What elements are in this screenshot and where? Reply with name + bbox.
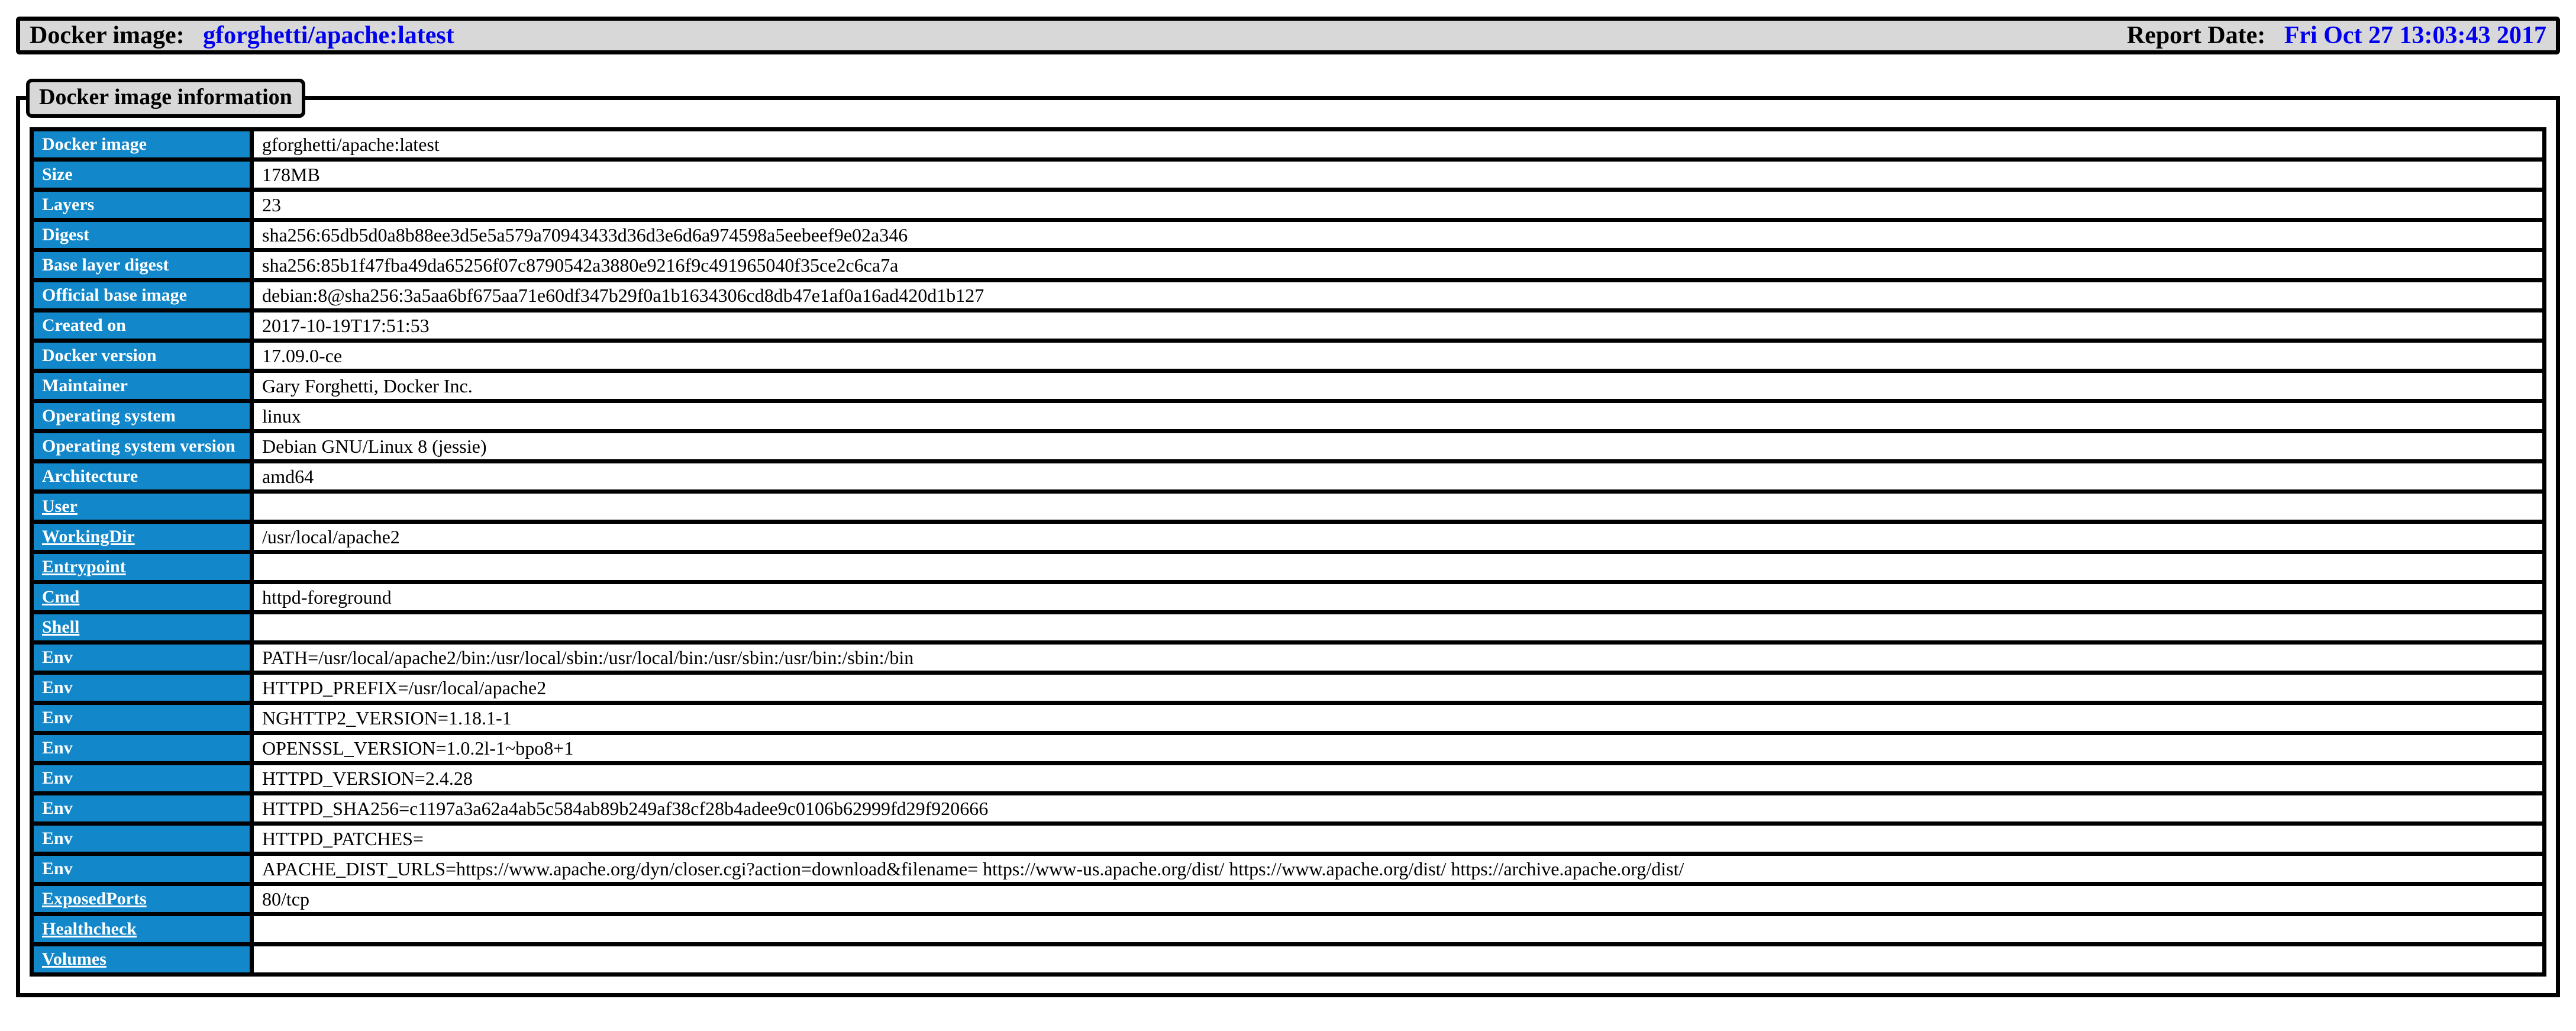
table-row (32, 401, 2545, 431)
row-label-cell (32, 250, 252, 281)
row-label-cell (32, 884, 252, 914)
table-row (32, 341, 2545, 371)
row-label: Digest (42, 225, 89, 244)
section-legend: Docker image information (26, 79, 305, 118)
row-label-cell (32, 462, 252, 492)
row-value-cell: 80/tcp (252, 884, 2545, 914)
row-label: Env (42, 738, 73, 758)
row-label-cell (32, 613, 252, 643)
docker-image-info-table (30, 127, 2546, 977)
row-value-cell: HTTPD_PREFIX=/usr/local/apache2 (252, 673, 2545, 703)
report-date-label: Report Date: (2126, 22, 2266, 49)
row-value-cell (252, 552, 2545, 582)
row-value-cell: /usr/local/apache2 (252, 522, 2545, 552)
row-label-cell (32, 401, 252, 431)
row-label-link[interactable]: User (42, 497, 78, 516)
row-label-cell (32, 522, 252, 552)
row-label: Docker image (42, 134, 147, 154)
row-value-cell: APACHE_DIST_URLS=https://www.apache.org/dyn/closer.cgi?action=download&filename= https://www-us.apache.org/dist/ https://www.apache.org/dist/ https://archive.apache.org/dist/ (252, 854, 2545, 884)
report-date-value: Fri Oct 27 13:03:43 2017 (2284, 22, 2546, 49)
row-label: Docker version (42, 346, 157, 365)
row-label-cell (32, 914, 252, 945)
row-label: Env (42, 829, 73, 848)
row-value-cell: linux (252, 401, 2545, 431)
row-value-cell: 2017-10-19T17:51:53 (252, 311, 2545, 341)
row-value-cell: Debian GNU/Linux 8 (jessie) (252, 431, 2545, 462)
table-row (32, 552, 2545, 582)
table-row (32, 914, 2545, 945)
row-value-cell (252, 914, 2545, 945)
row-label: Architecture (42, 466, 138, 486)
row-value-cell: Gary Forghetti, Docker Inc. (252, 371, 2545, 401)
row-label: Operating system (42, 406, 176, 426)
row-value-cell: 23 (252, 190, 2545, 220)
row-value-cell: HTTPD_PATCHES= (252, 824, 2545, 854)
row-label: Size (42, 165, 73, 184)
row-label: Env (42, 768, 73, 788)
row-label-cell (32, 824, 252, 854)
row-label-link[interactable]: Healthcheck (42, 919, 137, 939)
row-label: Base layer digest (42, 255, 169, 275)
row-label-cell (32, 673, 252, 703)
row-label: Layers (42, 195, 95, 214)
table-row (32, 703, 2545, 733)
table-row (32, 854, 2545, 884)
row-value-cell: httpd-foreground (252, 582, 2545, 613)
table-row (32, 431, 2545, 462)
table-row (32, 794, 2545, 824)
table-row (32, 763, 2545, 794)
row-label-cell (32, 220, 252, 250)
table-row (32, 884, 2545, 914)
top-header-bar (16, 17, 2560, 54)
row-label-cell (32, 703, 252, 733)
row-value-cell: debian:8@sha256:3a5aa6bf675aa71e60df347b29f0a1b1634306cd8db47e1af0a16ad420d1b127 (252, 281, 2545, 311)
row-label-cell (32, 643, 252, 673)
row-label-cell (32, 311, 252, 341)
row-label-cell (32, 763, 252, 794)
row-label-cell (32, 854, 252, 884)
row-label: Env (42, 708, 73, 727)
row-value-cell: 17.09.0-ce (252, 341, 2545, 371)
row-value-cell: sha256:85b1f47fba49da65256f07c8790542a3880e9216f9c491965040f35ce2c6ca7a (252, 250, 2545, 281)
row-label-cell (32, 582, 252, 613)
docker-image-link[interactable]: gforghetti/apache:latest (203, 22, 454, 49)
row-label-cell (32, 160, 252, 190)
row-label-link[interactable]: WorkingDir (42, 527, 135, 546)
row-label-link[interactable]: Volumes (42, 949, 106, 969)
table-row (32, 190, 2545, 220)
row-value-cell (252, 945, 2545, 975)
row-label: Official base image (42, 285, 187, 305)
docker-report-page (16, 17, 2560, 997)
row-value-cell: PATH=/usr/local/apache2/bin:/usr/local/sbin:/usr/local/bin:/usr/sbin:/usr/bin:/sbin:/bin (252, 643, 2545, 673)
row-label-cell (32, 371, 252, 401)
table-row (32, 220, 2545, 250)
row-label: Maintainer (42, 376, 128, 395)
table-row (32, 945, 2545, 975)
table-row (32, 492, 2545, 522)
row-label-cell (32, 130, 252, 160)
row-label-cell (32, 945, 252, 975)
row-label: Env (42, 647, 73, 667)
table-row (32, 250, 2545, 281)
table-row (32, 311, 2545, 341)
row-value-cell: sha256:65db5d0a8b88ee3d5e5a579a70943433d36d3e6d6a974598a5eebeef9e02a346 (252, 220, 2545, 250)
row-label: Operating system version (42, 436, 235, 456)
row-value-cell (252, 492, 2545, 522)
row-value-cell (252, 613, 2545, 643)
row-value-cell: HTTPD_VERSION=2.4.28 (252, 763, 2545, 794)
row-value-cell: amd64 (252, 462, 2545, 492)
row-label: Env (42, 678, 73, 697)
row-label-cell (32, 431, 252, 462)
table-row (32, 281, 2545, 311)
row-value-cell: HTTPD_SHA256=c1197a3a62a4ab5c584ab89b249af38cf28b4adee9c0106b62999fd29f920666 (252, 794, 2545, 824)
table-row (32, 824, 2545, 854)
docker-image-title (30, 21, 454, 50)
row-label: Env (42, 798, 73, 818)
table-row (32, 733, 2545, 763)
row-label-link[interactable]: Shell (42, 617, 80, 637)
table-row (32, 582, 2545, 613)
row-label-cell (32, 794, 252, 824)
table-row (32, 160, 2545, 190)
row-label-cell (32, 281, 252, 311)
row-label-cell (32, 552, 252, 582)
row-value-cell: 178MB (252, 160, 2545, 190)
row-value-cell: NGHTTP2_VERSION=1.18.1-1 (252, 703, 2545, 733)
table-row (32, 643, 2545, 673)
table-row (32, 673, 2545, 703)
row-label-cell (32, 733, 252, 763)
row-label-link[interactable]: Entrypoint (42, 557, 126, 576)
docker-image-label: Docker image: (30, 22, 185, 49)
row-value-cell: OPENSSL_VERSION=1.0.2l-1~bpo8+1 (252, 733, 2545, 763)
table-row (32, 462, 2545, 492)
row-label-cell (32, 341, 252, 371)
row-label-cell (32, 492, 252, 522)
row-value-cell: gforghetti/apache:latest (252, 130, 2545, 160)
table-row (32, 522, 2545, 552)
table-row (32, 371, 2545, 401)
row-label: Created on (42, 315, 126, 335)
row-label: Env (42, 859, 73, 878)
table-row (32, 613, 2545, 643)
row-label-link[interactable]: ExposedPorts (42, 889, 147, 908)
row-label-cell (32, 190, 252, 220)
report-date (2127, 21, 2546, 50)
docker-image-information-section (16, 85, 2560, 997)
row-label-link[interactable]: Cmd (42, 587, 80, 607)
table-row (32, 130, 2545, 160)
